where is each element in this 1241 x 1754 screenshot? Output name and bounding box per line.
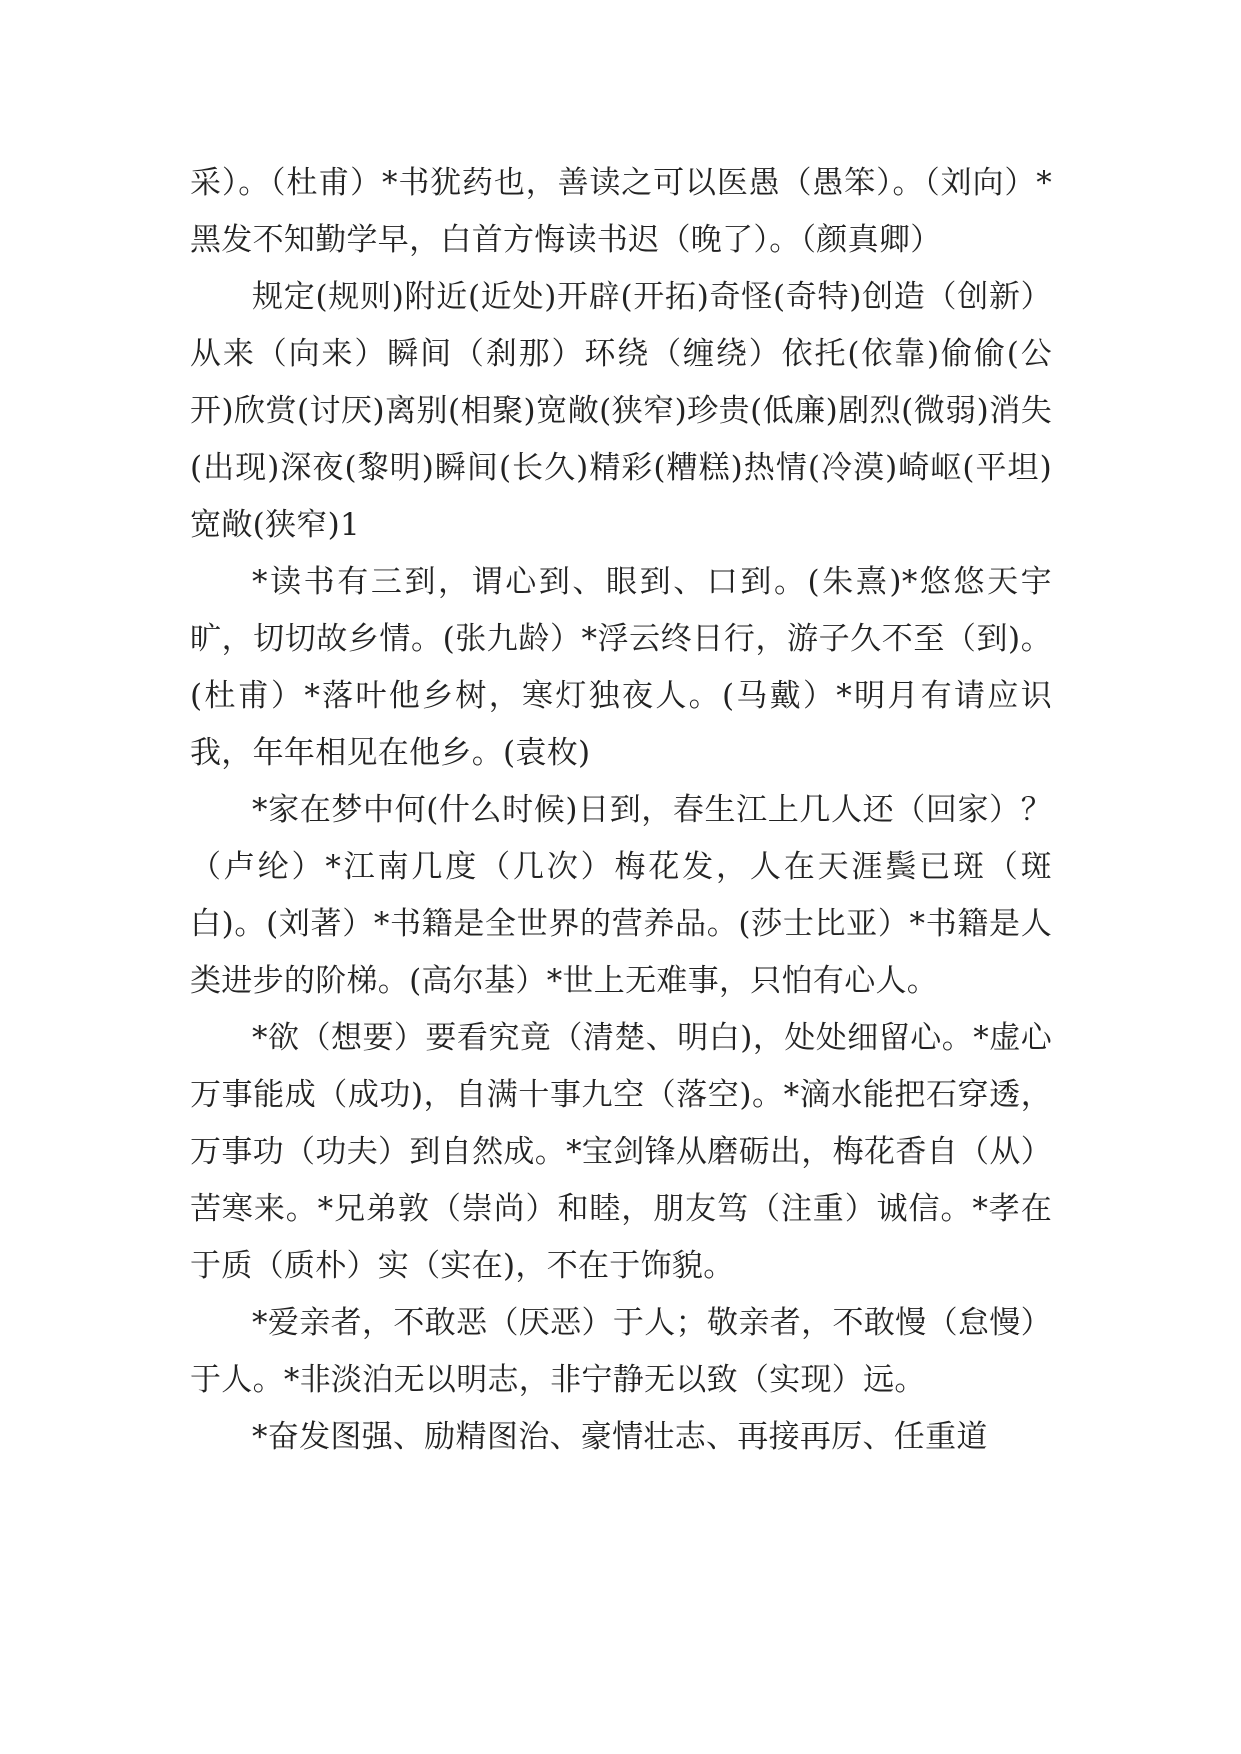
paragraph-1: 采）。（杜甫）*书犹药也，善读之可以医愚（愚笨）。（刘向）*黑发不知勤学早，白首方悔读书迟（晚了）。（颜真卿） (190, 165, 1052, 258)
paragraph-7: *奋发图强、励精图治、豪情壮志、再接再厉、任重道 (252, 1419, 988, 1455)
document-body (190, 155, 1052, 1466)
paragraph-3: *读书有三到，谓心到、眼到、口到。(朱熹)*悠悠天宇旷，切切故乡情。(张九龄）*浮云终日行，游子久不至（到)。(杜甫）*落叶他乡树，寒灯独夜人。(马戴）*明月有请应识我，年年相见在他乡。(袁枚) (190, 564, 1052, 771)
paragraph-5: *欲（想要）要看究竟（清楚、明白)，处处细留心。*虚心万事能成（成功)，自满十事九空（落空)。*滴水能把石穿透，万事功（功夫）到自然成。*宝剑锋从磨砺出，梅花香自（从）苦寒来。*兄弟敦（崇尚）和睦，朋友笃（注重）诚信。*孝在于质（质朴）实（实在)，不在于饰貌。 (190, 1020, 1052, 1284)
paragraph-4: *家在梦中何(什么时候)日到，春生江上几人还（回家）？（卢纶）*江南几度（几次）梅花发，人在天涯鬓已斑（斑白)。(刘著）*书籍是全世界的营养品。(莎士比亚）*书籍是人类进步的阶梯。(高尔基）*世上无难事，只怕有心人。 (190, 792, 1052, 999)
paragraph-6: *爱亲者，不敢恶（厌恶）于人；敬亲者，不敢慢（怠慢）于人。*非淡泊无以明志，非宁静无以致（实现）远。 (190, 1305, 1052, 1398)
paragraph-2: 规定(规则)附近(近处)开辟(开拓)奇怪(奇特)创造（创新）从来（向来）瞬间（刹那）环绕（缠绕）依托(依靠)偷偷(公开)欣赏(讨厌)离别(相聚)宽敞(狭窄)珍贵(低廉)剧烈(微弱)消失(出现)深夜(黎明)瞬间(长久)精彩(糟糕)热情(冷漠)崎岖(平坦)宽敞(狭窄)1 (190, 279, 1052, 543)
